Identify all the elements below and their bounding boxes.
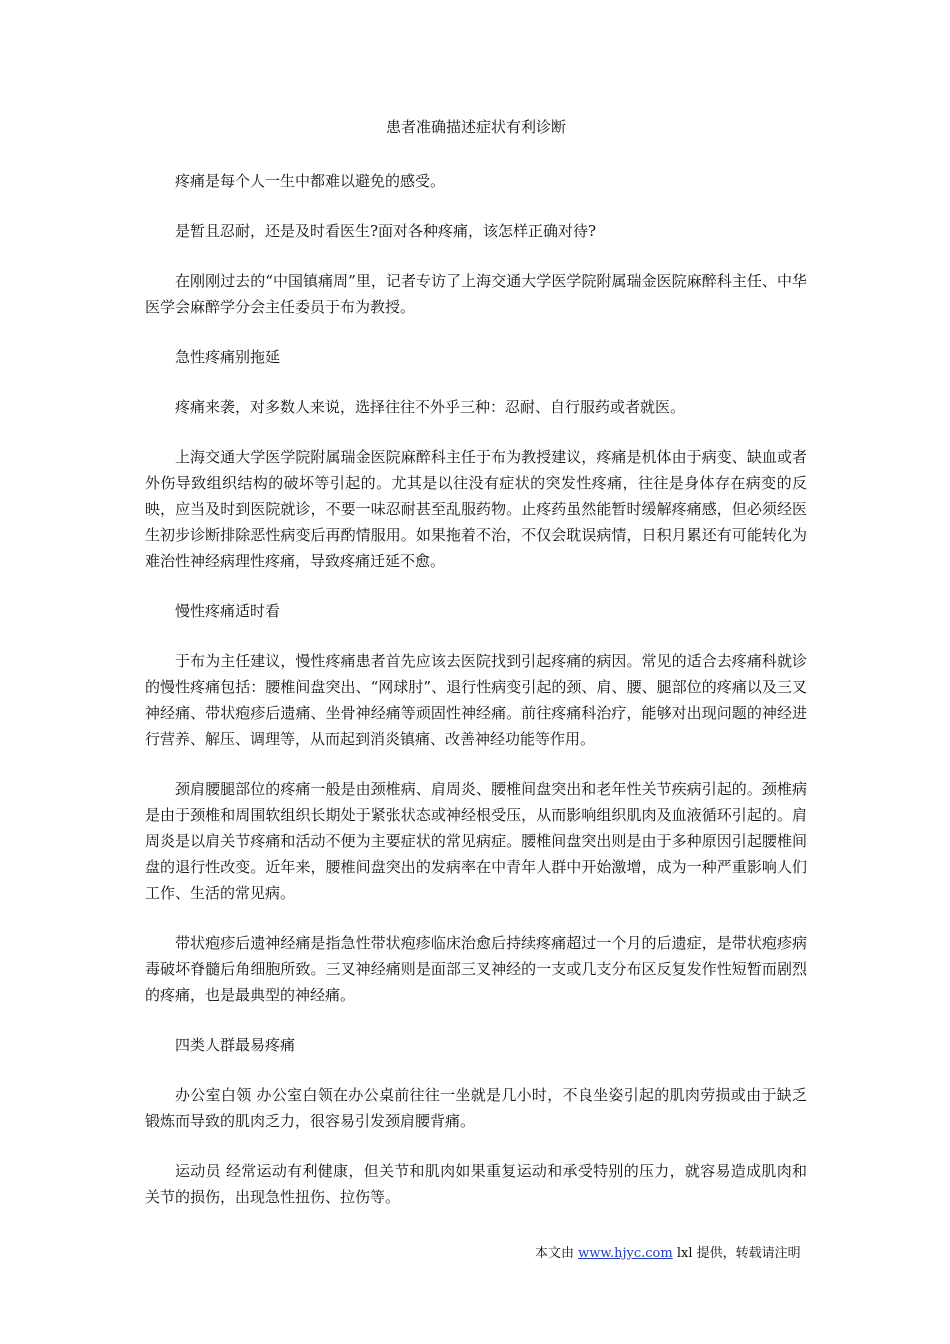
paragraph: 颈肩腰腿部位的疼痛一般是由颈椎病、肩周炎、腰椎间盘突出和老年性关节疾病引起的。颈椎病是由于颈椎和周围软组织长期处于紧张状态或神经根受压，从而影响组织肌肉及血液循环引起的。肩周炎是以肩关节疼痛和活动不便为主要症状的常见病症。腰椎间盘突出则是由于多种原因引起腰椎间盘的退行性改变。近年来，腰椎间盘突出的发病率在中青年人群中开始激增，成为一种严重影响人们工作、生活的常见病。 xyxy=(145,780,807,902)
paragraph: 疼痛是每个人一生中都难以避免的感受。 xyxy=(175,172,446,190)
paragraph: 疼痛来袭，对多数人来说，选择往往不外乎三种：忍耐、自行服药或者就医。 xyxy=(175,398,686,416)
section-heading: 急性疼痛别拖延 xyxy=(175,348,281,366)
footer-link[interactable]: www.hjyc.com xyxy=(578,1246,673,1261)
section-heading: 慢性疼痛适时看 xyxy=(175,602,281,620)
footer-credit xyxy=(535,1244,801,1264)
paragraph: 在刚刚过去的“中国镇痛周”里，记者专访了上海交通大学医学院附属瑞金医院麻醉科主任、中华医学会麻醉学分会主任委员于布为教授。 xyxy=(145,272,807,316)
paragraph: 带状疱疹后遗神经痛是指急性带状疱疹临床治愈后持续疼痛超过一个月的后遗症，是带状疱疹病毒破坏脊髓后角细胞所致。三叉神经痛则是面部三叉神经的一支或几支分布区反复发作性短暂而剧烈的疼痛，也是最典型的神经痛。 xyxy=(145,934,807,1004)
paragraph: 是暂且忍耐，还是及时看医生?面对各种疼痛，该怎样正确对待? xyxy=(175,222,597,240)
paragraph: 于布为主任建议，慢性疼痛患者首先应该去医院找到引起疼痛的病因。常见的适合去疼痛科就诊的慢性疼痛包括：腰椎间盘突出、“网球肘”、退行性病变引起的颈、肩、腰、腿部位的疼痛以及三叉神经痛、带状疱疹后遗痛、坐骨神经痛等顽固性神经痛。前往疼痛科治疗，能够对出现问题的神经进行营养、解压、调理等，从而起到消炎镇痛、改善神经功能等作用。 xyxy=(145,652,807,748)
section-heading: 四类人群最易疼痛 xyxy=(175,1036,296,1054)
paragraph: 运动员 经常运动有利健康，但关节和肌肉如果重复运动和承受特别的压力，就容易造成肌肉和关节的损伤，出现急性扭伤、拉伤等。 xyxy=(145,1162,807,1206)
paragraph: 上海交通大学医学院附属瑞金医院麻醉科主任于布为教授建议，疼痛是机体由于病变、缺血或者外伤导致组织结构的破坏等引起的。尤其是以往没有症状的突发性疼痛，往往是身体存在病变的反映，应当及时到医院就诊，不要一味忍耐甚至乱服药物。止疼药虽然能暂时缓解疼痛感，但必须经医生初步诊断排除恶性病变后再酌情服用。如果拖着不治，不仅会耽误病情，日积月累还有可能转化为难治性神经病理性疼痛，导致疼痛迁延不愈。 xyxy=(145,448,807,570)
document-body xyxy=(145,114,807,1234)
paragraph: 办公室白领 办公室白领在办公桌前往往一坐就是几小时，不良坐姿引起的肌肉劳损或由于缺乏锻炼而导致的肌肉乏力，很容易引发颈肩腰背痛。 xyxy=(145,1086,807,1130)
document-title: 患者准确描述症状有利诊断 xyxy=(385,118,566,136)
footer-prefix: 本文由 xyxy=(535,1246,579,1261)
footer-suffix: lxl 提供，转载请注明 xyxy=(672,1246,801,1261)
